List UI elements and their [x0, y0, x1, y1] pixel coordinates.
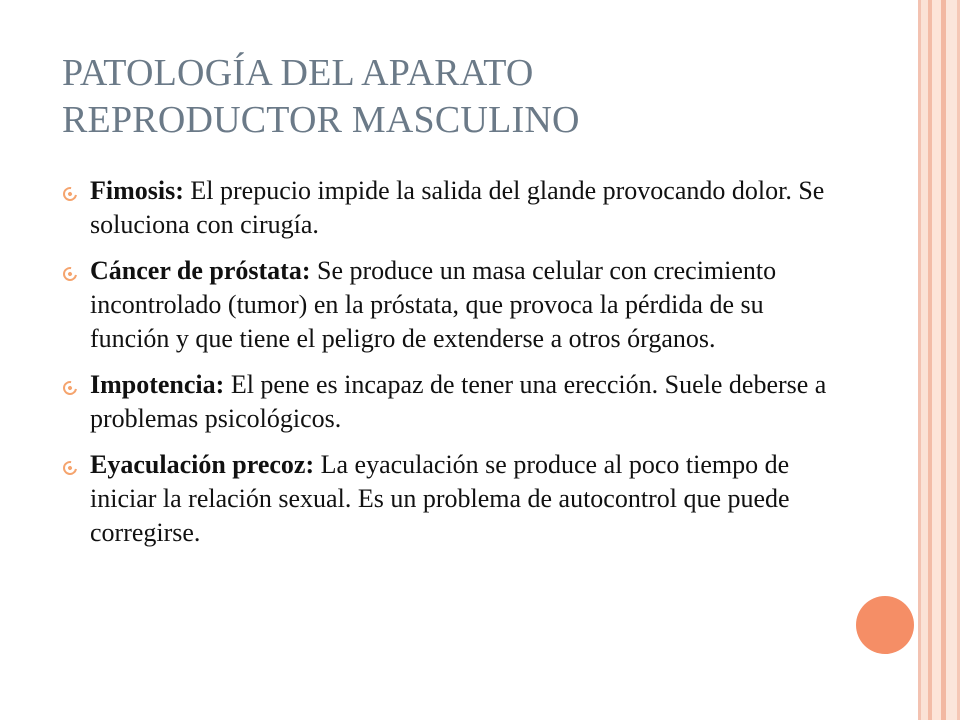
bullet-icon: [60, 264, 79, 283]
bullet-icon: [60, 184, 79, 203]
list-item: [58, 254, 838, 356]
item-text: La eyaculación se produce al poco tiempo de iniciar la relación sexual. Es un problema de autocontrol que puede corregirse.: [90, 450, 790, 547]
title-line-1: PATOLOGÍA DEL APARATO: [62, 52, 534, 94]
item-term: Eyaculación precoz:: [90, 450, 315, 479]
item-term: Impotencia:: [90, 370, 225, 399]
accent-circle: [856, 596, 914, 654]
list-item: [58, 368, 838, 436]
bullet-icon: [60, 458, 79, 477]
list-item: [58, 448, 838, 550]
decorative-band: [932, 0, 941, 720]
item-term: Cáncer de próstata:: [90, 256, 311, 285]
title-line-2: REPRODUCTOR MASCULINO: [62, 99, 580, 141]
decorative-band: [921, 0, 928, 720]
bullet-list: [58, 174, 838, 562]
item-text: Se produce un masa celular con crecimiento incontrolado (tumor) en la próstata, que provoca la pérdida de su función y que tiene el peligro de extenderse a otros órganos.: [90, 256, 777, 353]
slide-title: [62, 50, 882, 144]
bullet-icon: [60, 378, 79, 397]
item-term: Fimosis:: [90, 176, 184, 205]
list-item: [58, 174, 838, 242]
item-text: El pene es incapaz de tener una erección. Suele deberse a problemas psicológicos.: [90, 370, 827, 433]
item-text: El prepucio impide la salida del glande provocando dolor. Se soluciona con cirugía.: [90, 176, 825, 239]
